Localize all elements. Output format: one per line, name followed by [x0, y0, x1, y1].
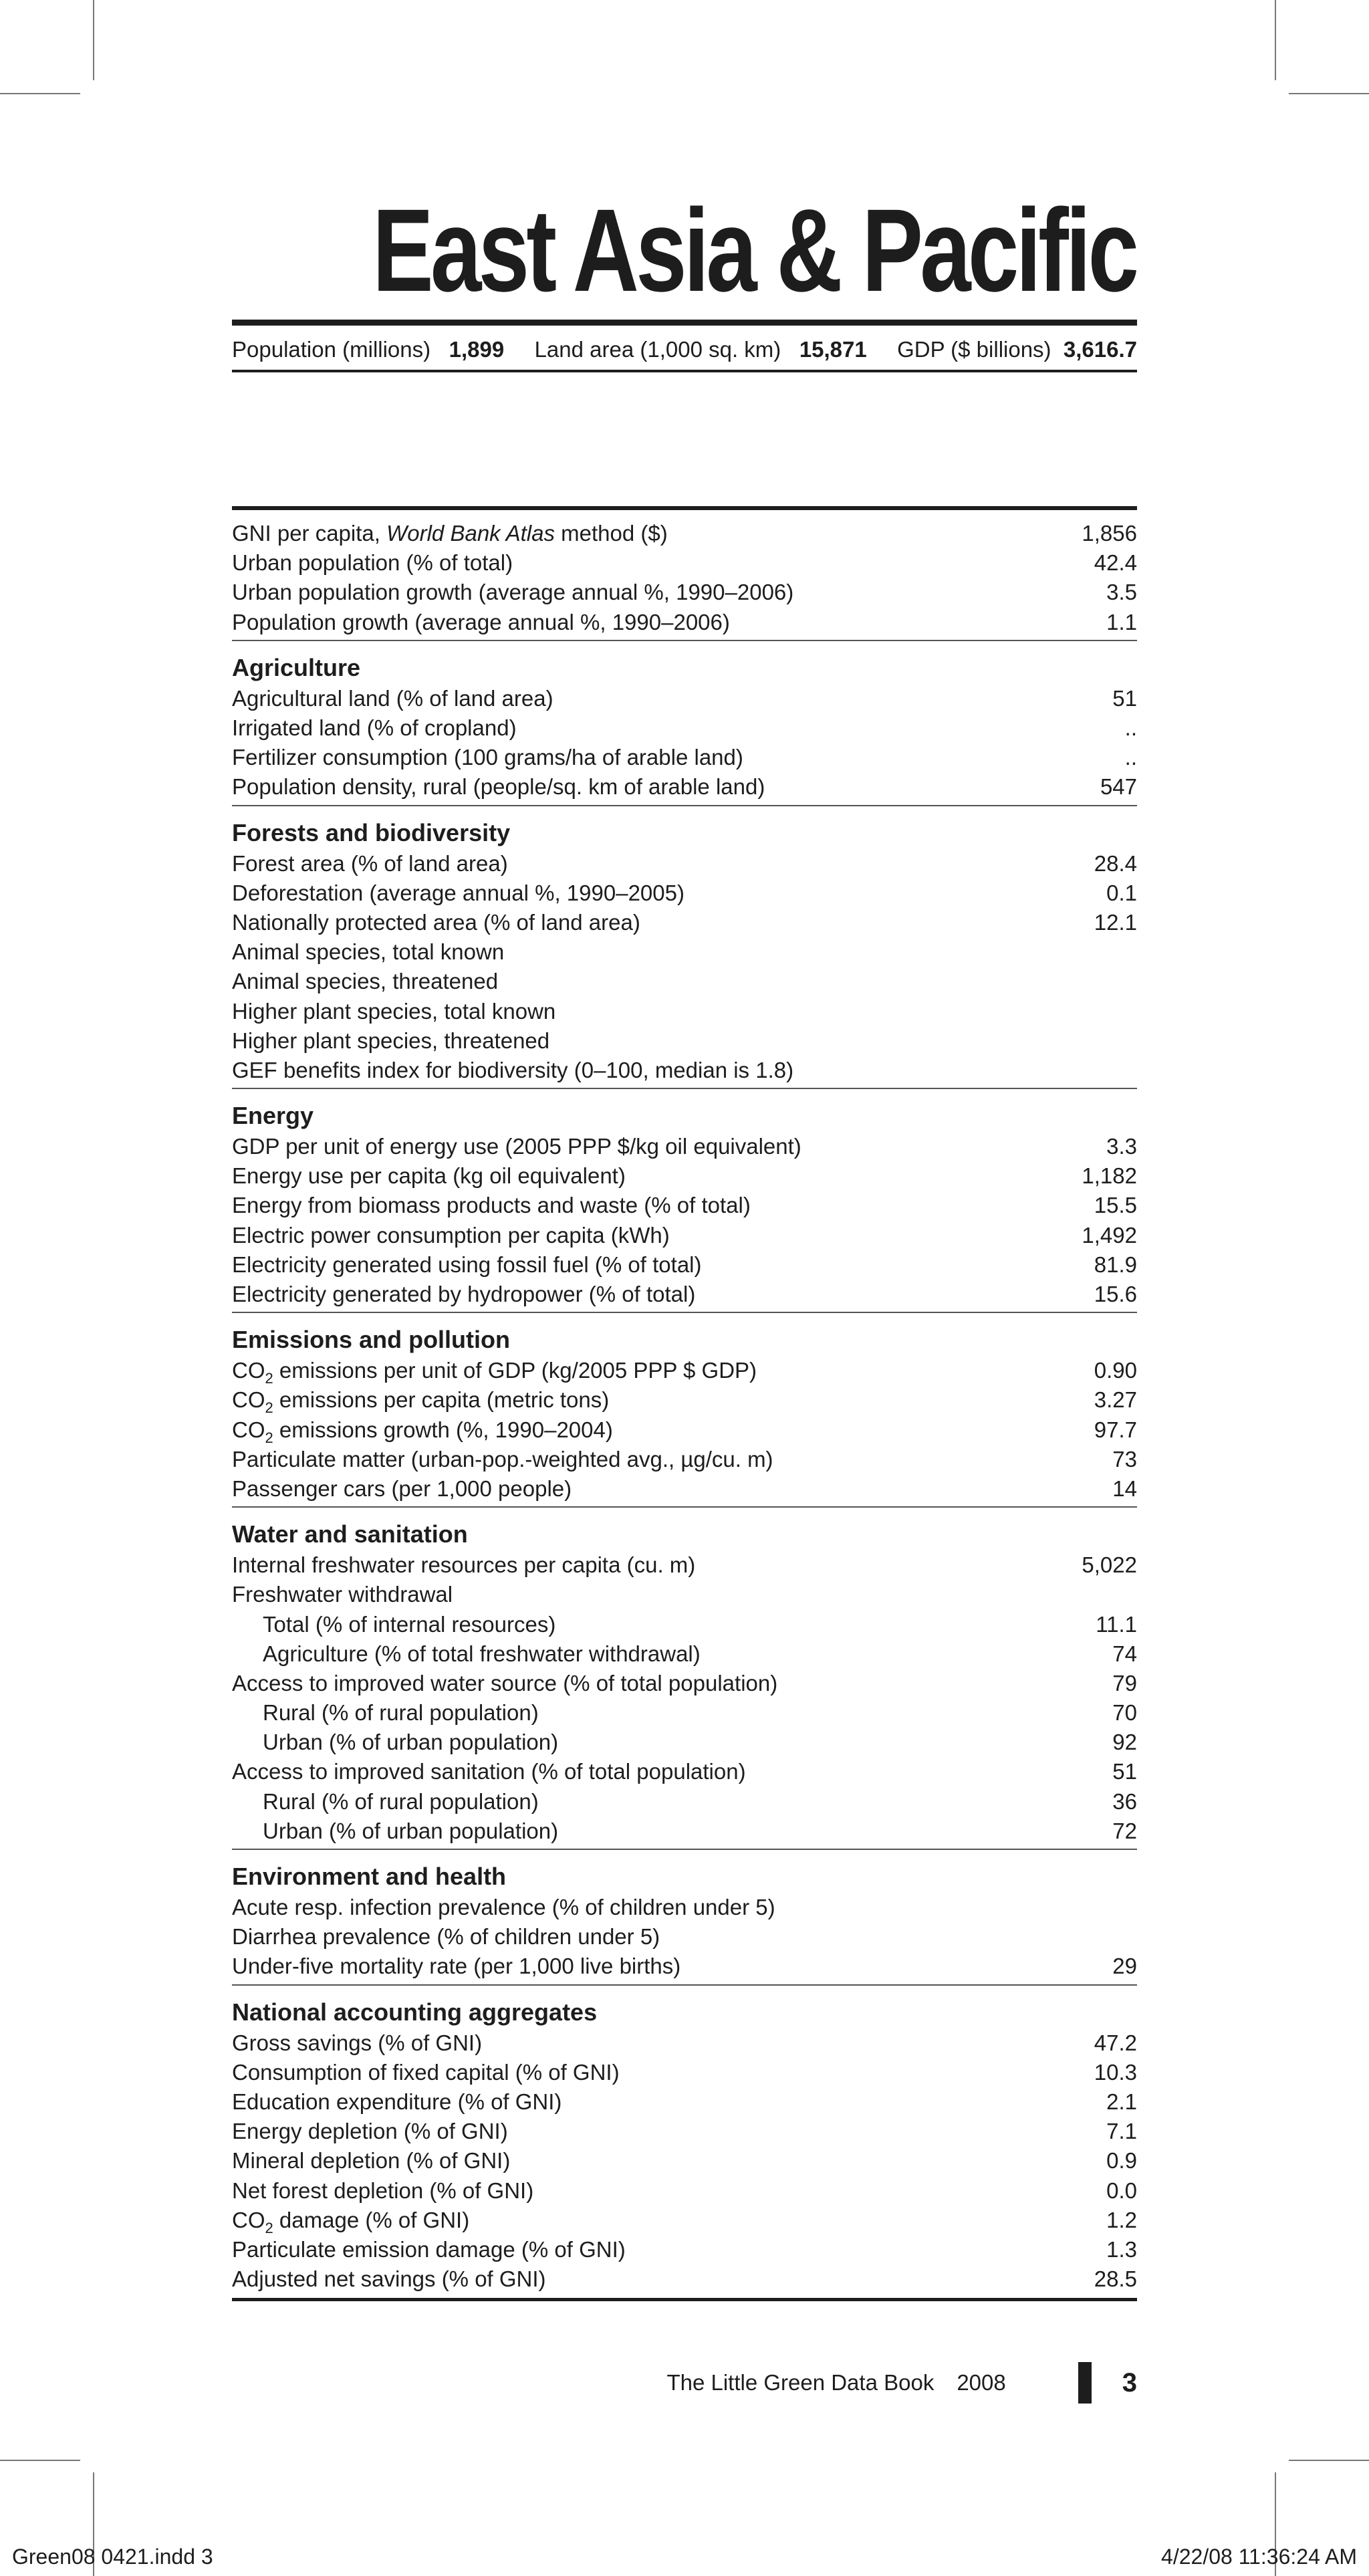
- row-label: Nationally protected area (% of land area): [232, 909, 640, 935]
- table-row: [232, 1250, 1137, 1280]
- row-value: 1.3: [1106, 2236, 1137, 2262]
- section-divider: [232, 1849, 1137, 1850]
- row-value: 51: [1112, 685, 1137, 711]
- table-row: $CO_2$ damage (% of GNI) 1.2: [232, 2207, 1137, 2236]
- row-value: 5,022: [1082, 1552, 1137, 1578]
- section-divider: [232, 1088, 1137, 1089]
- row-label: GDP per unit of energy use (2005 PPP $/kg oil equivalent): [232, 1134, 801, 1159]
- row-label: Animal species, total known: [232, 939, 505, 965]
- page-footer: [666, 2362, 1137, 2404]
- row-label: Energy from biomass products and waste (% of total): [232, 1193, 751, 1218]
- section-heading: Emissions and pollution: [232, 1326, 511, 1354]
- section-heading: Environment and health: [232, 1862, 507, 1890]
- row-label: GEF benefits index for biodiversity (0–100, median is 1.8): [232, 1057, 794, 1082]
- row-label: Rural (% of rural population): [263, 1700, 539, 1726]
- row-value: 7.1: [1106, 2119, 1137, 2144]
- row-value: 12.1: [1094, 909, 1137, 935]
- row-label: Particulate emission damage (% of GNI): [232, 2236, 626, 2262]
- row-label: Access to improved water source (% of total population): [232, 1670, 778, 1695]
- crop-mark: [0, 2460, 80, 2461]
- row-value: 28.5: [1094, 2266, 1137, 2292]
- table-top-rule: [232, 506, 1137, 510]
- table-row: [232, 743, 1137, 772]
- table-row: [232, 2028, 1137, 2058]
- table-row: [232, 1550, 1137, 1580]
- table-row: [232, 2087, 1137, 2117]
- table-row: [232, 908, 1137, 937]
- row-value: 42.4: [1094, 550, 1137, 576]
- table-row: [232, 1161, 1137, 1191]
- row-value: 51: [1112, 1759, 1137, 1784]
- row-label: Agriculture (% of total freshwater withdrawal): [263, 1641, 701, 1666]
- row-label: Total (% of internal resources): [263, 1611, 556, 1637]
- row-value: 73: [1112, 1446, 1137, 1472]
- title-rule: [232, 320, 1137, 326]
- row-value: 36: [1112, 1788, 1137, 1814]
- gdp-stat: GDP ($ billions) 3,616.7: [897, 337, 1137, 362]
- page-title: East Asia & Pacific: [372, 185, 1136, 316]
- row-label: Urban (% of urban population): [263, 1730, 559, 1755]
- book-title: The Little Green Data Book: [666, 2370, 935, 2395]
- table-row: [232, 996, 1137, 1026]
- table-row: [232, 1056, 1137, 1085]
- crop-mark: [93, 0, 94, 80]
- section-heading: Forests and biodiversity: [232, 818, 511, 846]
- row-label: $CO_2$ emissions growth (%, 1990–2004): [232, 1417, 613, 1446]
- table-row: [232, 1893, 1137, 1922]
- row-value: 1,492: [1082, 1222, 1137, 1248]
- table-row: [232, 2264, 1137, 2294]
- row-label: Rural (% of rural population): [263, 1788, 539, 1814]
- table-row: [232, 548, 1137, 578]
- table-row: [232, 2235, 1137, 2264]
- summary-rule: [232, 370, 1137, 372]
- table-row: [232, 879, 1137, 908]
- table-row: [232, 1817, 1137, 1846]
- row-label: Population growth (average annual %, 1990–2006): [232, 609, 730, 634]
- table-row: [232, 1445, 1137, 1474]
- table-row: [232, 2146, 1137, 2176]
- page-number: 3: [1122, 2367, 1137, 2397]
- table-row: [232, 937, 1137, 967]
- row-label: Urban (% of urban population): [263, 1818, 559, 1843]
- row-label: Diarrhea prevalence (% of children under 5): [232, 1924, 660, 1950]
- row-value: 70: [1112, 1700, 1137, 1726]
- book-year: 2008: [957, 2370, 1006, 2395]
- row-label: Adjusted net savings (% of GNI): [232, 2266, 546, 2292]
- row-label: Consumption of fixed capital (% of GNI): [232, 2059, 620, 2085]
- table-row: [232, 1787, 1137, 1817]
- table-row: [232, 1026, 1137, 1056]
- row-label: Passenger cars (per 1,000 people): [232, 1476, 572, 1501]
- table-row: [232, 1922, 1137, 1952]
- row-label: Gross savings (% of GNI): [232, 2030, 483, 2055]
- row-value: 10.3: [1094, 2059, 1137, 2085]
- summary-bar: [232, 332, 1137, 367]
- row-value: 3.27: [1094, 1387, 1137, 1413]
- row-value: 92: [1112, 1730, 1137, 1755]
- crop-mark: [1289, 2460, 1369, 2461]
- table-row: [232, 1415, 1137, 1445]
- row-label: Fertilizer consumption (100 grams/ha of arable land): [232, 745, 743, 770]
- table-row: [232, 578, 1137, 607]
- table-row: [232, 2117, 1137, 2146]
- section-divider: [232, 1506, 1137, 1508]
- row-label: Urban population growth (average annual %, 1990–2006): [232, 580, 794, 605]
- row-value: 15.6: [1094, 1282, 1137, 1307]
- row-value: 29: [1112, 1954, 1137, 1979]
- row-label: Net forest depletion (% of GNI): [232, 2178, 534, 2203]
- section-divider: [232, 640, 1137, 641]
- indicator-table: [232, 519, 1137, 2301]
- table-row: [232, 1280, 1137, 1309]
- row-label: Forest area (% of land area): [232, 850, 508, 876]
- row-label: Animal species, threatened: [232, 969, 499, 994]
- section-heading: Energy: [232, 1102, 314, 1129]
- table-row: [232, 1952, 1137, 1981]
- row-value: 0.9: [1106, 2148, 1137, 2174]
- table-row: [232, 1132, 1137, 1161]
- row-value: 1,182: [1082, 1163, 1137, 1189]
- row-label: Electricity generated using fossil fuel (% of total): [232, 1252, 702, 1277]
- table-row: [232, 1221, 1137, 1250]
- table-row: [232, 1639, 1137, 1669]
- footer-bar: [1078, 2362, 1092, 2404]
- row-label: Urban population (% of total): [232, 550, 513, 576]
- section-divider: [232, 1984, 1137, 1986]
- row-value: 14: [1112, 1476, 1137, 1501]
- row-label: Energy use per capita (kg oil equivalent): [232, 1163, 626, 1189]
- row-value: 28.4: [1094, 850, 1137, 876]
- table-row: [232, 608, 1137, 637]
- row-label: Freshwater withdrawal: [232, 1582, 453, 1607]
- row-label: Agricultural land (% of land area): [232, 685, 553, 711]
- table-bottom-rule: [232, 2298, 1137, 2301]
- section-heading: National accounting aggregates: [232, 1998, 598, 2026]
- table-row: [232, 967, 1137, 996]
- table-row: GNI per capita, World Bank Atlas method ($) 1,856: [232, 521, 1137, 546]
- row-label: Under-five mortality rate (per 1,000 live births): [232, 1954, 681, 1979]
- row-value: 97.7: [1094, 1417, 1137, 1442]
- row-label: $CO_2$ emissions per unit of GDP (kg/2005 PPP $ GDP): [232, 1358, 757, 1387]
- row-label: Higher plant species, total known: [232, 998, 556, 1024]
- table-row: [232, 1757, 1137, 1786]
- crop-mark: [1275, 0, 1276, 80]
- row-value: 0.0: [1106, 2178, 1137, 2203]
- row-label: Internal freshwater resources per capita (cu. m): [232, 1552, 696, 1578]
- section-divider: [232, 805, 1137, 806]
- row-label: Deforestation (average annual %, 1990–2005): [232, 880, 684, 905]
- row-value: 0.1: [1106, 880, 1137, 905]
- table-row: [232, 1698, 1137, 1728]
- table-row: [232, 1191, 1137, 1220]
- row-label: Acute resp. infection prevalence (% of children under 5): [232, 1895, 775, 1920]
- row-value: ..: [1124, 745, 1137, 770]
- section-heading: Agriculture: [232, 653, 361, 681]
- row-value: 0.90: [1094, 1358, 1137, 1383]
- print-slug-left: Green08 0421.indd 3: [12, 2545, 213, 2569]
- crop-mark: [0, 93, 80, 94]
- table-row: [232, 1728, 1137, 1757]
- row-label: $CO_2$ emissions per capita (metric tons): [232, 1387, 610, 1417]
- row-value: ..: [1124, 715, 1137, 741]
- section-divider: [232, 1312, 1137, 1313]
- row-value: 3.3: [1106, 1134, 1137, 1159]
- row-label: Particulate matter (urban-pop.-weighted avg., µg/cu. m): [232, 1446, 773, 1472]
- row-value: 547: [1100, 774, 1137, 800]
- row-label: Energy depletion (% of GNI): [232, 2119, 508, 2144]
- table-row: [232, 713, 1137, 743]
- row-value: 47.2: [1094, 2030, 1137, 2055]
- population-stat: Population (millions) 1,899: [232, 337, 505, 362]
- table-row: [232, 772, 1137, 802]
- row-label: Electricity generated by hydropower (% of total): [232, 1282, 696, 1307]
- table-row: [232, 1474, 1137, 1504]
- row-value: 15.5: [1094, 1193, 1137, 1218]
- row-value: 11.1: [1096, 1611, 1137, 1637]
- table-row: [232, 1580, 1137, 1609]
- row-value: 81.9: [1094, 1252, 1137, 1277]
- land-area-stat: Land area (1,000 sq. km) 15,871: [534, 337, 867, 362]
- row-label: Education expenditure (% of GNI): [232, 2089, 562, 2114]
- table-row: [232, 684, 1137, 713]
- table-row: [232, 1385, 1137, 1415]
- section-heading: Water and sanitation: [232, 1520, 468, 1548]
- table-row: [232, 2176, 1137, 2205]
- crop-mark: [1289, 93, 1369, 94]
- row-label: Mineral depletion (% of GNI): [232, 2148, 511, 2174]
- row-value: 72: [1112, 1818, 1137, 1843]
- row-value: 3.5: [1106, 580, 1137, 605]
- table-row: [232, 849, 1137, 879]
- row-label: Access to improved sanitation (% of total population): [232, 1759, 746, 1784]
- print-slug-right: 4/22/08 11:36:24 AM: [1161, 2545, 1357, 2569]
- row-value: 1.1: [1106, 609, 1137, 634]
- row-label: Higher plant species, threatened: [232, 1028, 550, 1053]
- row-value: 74: [1112, 1641, 1137, 1666]
- row-value: 2.1: [1106, 2089, 1137, 2114]
- row-label: Electric power consumption per capita (kWh): [232, 1222, 670, 1248]
- row-label: Population density, rural (people/sq. km of arable land): [232, 774, 765, 800]
- table-row: [232, 2058, 1137, 2087]
- row-value: 79: [1112, 1670, 1137, 1695]
- table-row: [232, 1609, 1137, 1639]
- table-row: [232, 1356, 1137, 1385]
- row-label: Irrigated land (% of cropland): [232, 715, 517, 741]
- table-row: [232, 1669, 1137, 1698]
